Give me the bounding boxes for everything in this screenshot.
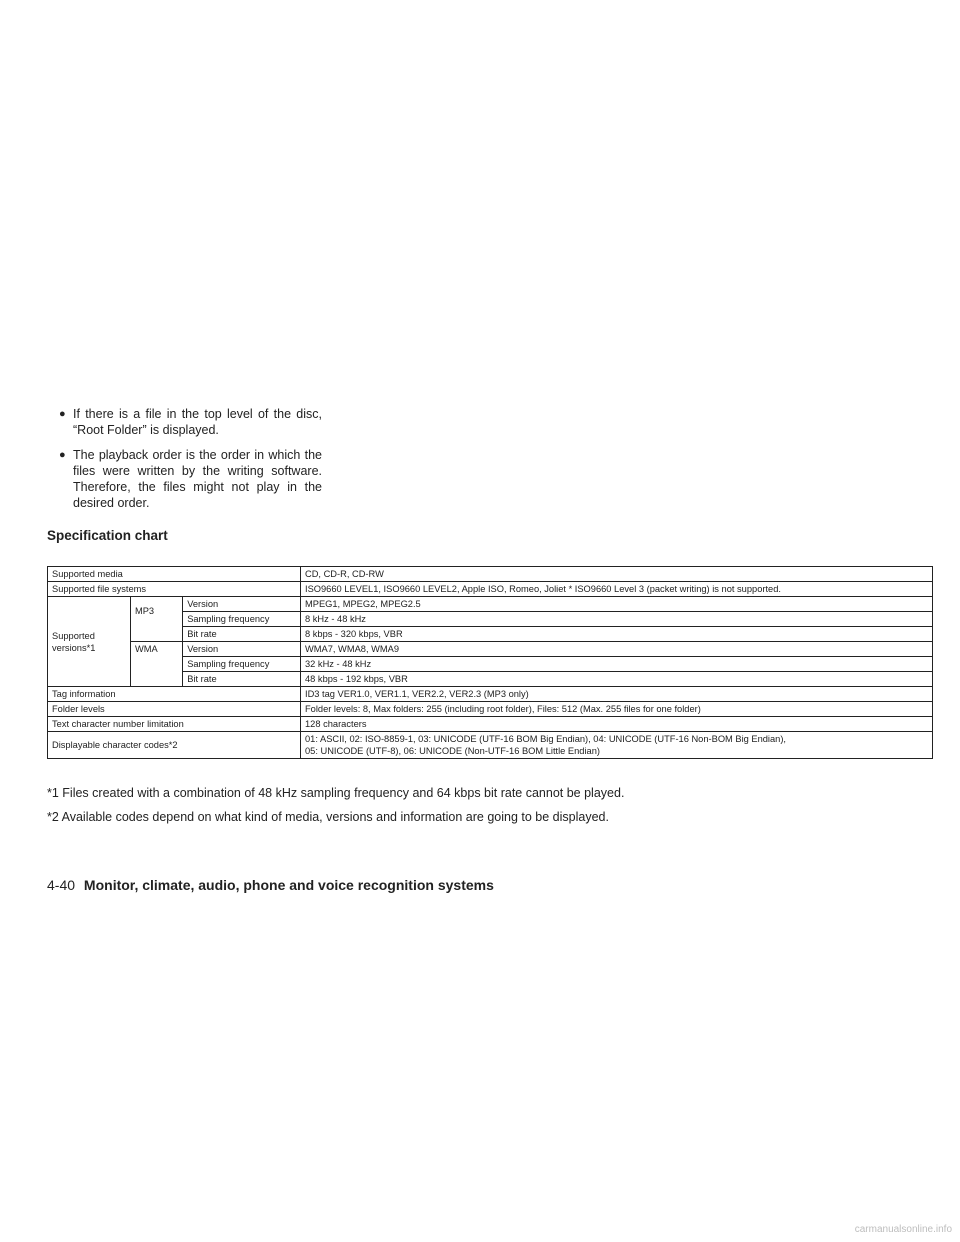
param-label: Version bbox=[183, 597, 301, 612]
versions-label: Supported versions*1 bbox=[48, 597, 131, 687]
table-row bbox=[48, 717, 933, 732]
footnote-2: *2 Available codes depend on what kind of media, versions and information are going to be displayed. bbox=[47, 810, 609, 824]
row-label: Supported file systems bbox=[48, 582, 301, 597]
row-value: CD, CD-R, CD-RW bbox=[301, 567, 933, 582]
bullet-item bbox=[57, 406, 322, 438]
row-label: Text character number limitation bbox=[48, 717, 301, 732]
param-label: Sampling frequency bbox=[183, 612, 301, 627]
bullet-dot-icon: ● bbox=[59, 408, 66, 420]
param-value: 8 kHz - 48 kHz bbox=[301, 612, 933, 627]
table-row bbox=[48, 582, 933, 597]
row-label: Displayable character codes*2 bbox=[48, 732, 301, 759]
row-label: Tag information bbox=[48, 687, 301, 702]
param-value: 32 kHz - 48 kHz bbox=[301, 657, 933, 672]
wma-label: WMA bbox=[130, 642, 182, 687]
param-label: Sampling frequency bbox=[183, 657, 301, 672]
param-value: WMA7, WMA8, WMA9 bbox=[301, 642, 933, 657]
specification-table bbox=[47, 566, 933, 759]
bullet-item bbox=[57, 447, 322, 511]
footnote-1: *1 Files created with a combination of 48 kHz sampling frequency and 64 kbps bit rate cannot be played. bbox=[47, 786, 625, 800]
page-number: 4-40 bbox=[47, 877, 76, 893]
table-row bbox=[48, 702, 933, 717]
param-label: Bit rate bbox=[183, 627, 301, 642]
bullet-text: If there is a file in the top level of the disc, “Root Folder” is displayed. bbox=[73, 407, 322, 437]
page-footer bbox=[47, 877, 494, 893]
char-codes-line-1: 01: ASCII, 02: ISO-8859-1, 03: UNICODE (UTF-16 BOM Big Endian), 04: UNICODE (UTF-16 Non-BOM Big Endian), bbox=[305, 734, 787, 744]
bullet-dot-icon: ● bbox=[59, 449, 66, 461]
mp3-label: MP3 bbox=[130, 597, 182, 642]
bullet-list bbox=[57, 406, 322, 520]
bullet-text: The playback order is the order in which the files were written by the writing software. Therefore, the files might not play in the desired order. bbox=[73, 448, 322, 510]
param-value: MPEG1, MPEG2, MPEG2.5 bbox=[301, 597, 933, 612]
row-value bbox=[301, 732, 933, 759]
row-value: 128 characters bbox=[301, 717, 933, 732]
row-value: ISO9660 LEVEL1, ISO9660 LEVEL2, Apple ISO, Romeo, Joliet * ISO9660 Level 3 (packet writing) is not supported. bbox=[301, 582, 933, 597]
watermark: carmanualsonline.info bbox=[854, 1224, 952, 1235]
row-value: Folder levels: 8, Max folders: 255 (including root folder), Files: 512 (Max. 255 files for one folder) bbox=[301, 702, 933, 717]
table-row bbox=[48, 597, 933, 612]
table-row bbox=[48, 687, 933, 702]
row-value: ID3 tag VER1.0, VER1.1, VER2.2, VER2.3 (MP3 only) bbox=[301, 687, 933, 702]
section-title: Specification chart bbox=[47, 528, 168, 543]
param-label: Version bbox=[183, 642, 301, 657]
table-row bbox=[48, 567, 933, 582]
table-row bbox=[48, 732, 933, 759]
row-label: Folder levels bbox=[48, 702, 301, 717]
param-value: 8 kbps - 320 kbps, VBR bbox=[301, 627, 933, 642]
param-label: Bit rate bbox=[183, 672, 301, 687]
row-label: Supported media bbox=[48, 567, 301, 582]
section-name: Monitor, climate, audio, phone and voice recognition systems bbox=[83, 877, 494, 893]
char-codes-line-2: 05: UNICODE (UTF-8), 06: UNICODE (Non-UTF-16 BOM Little Endian) bbox=[305, 746, 600, 756]
param-value: 48 kbps - 192 kbps, VBR bbox=[301, 672, 933, 687]
table-row bbox=[48, 642, 933, 657]
